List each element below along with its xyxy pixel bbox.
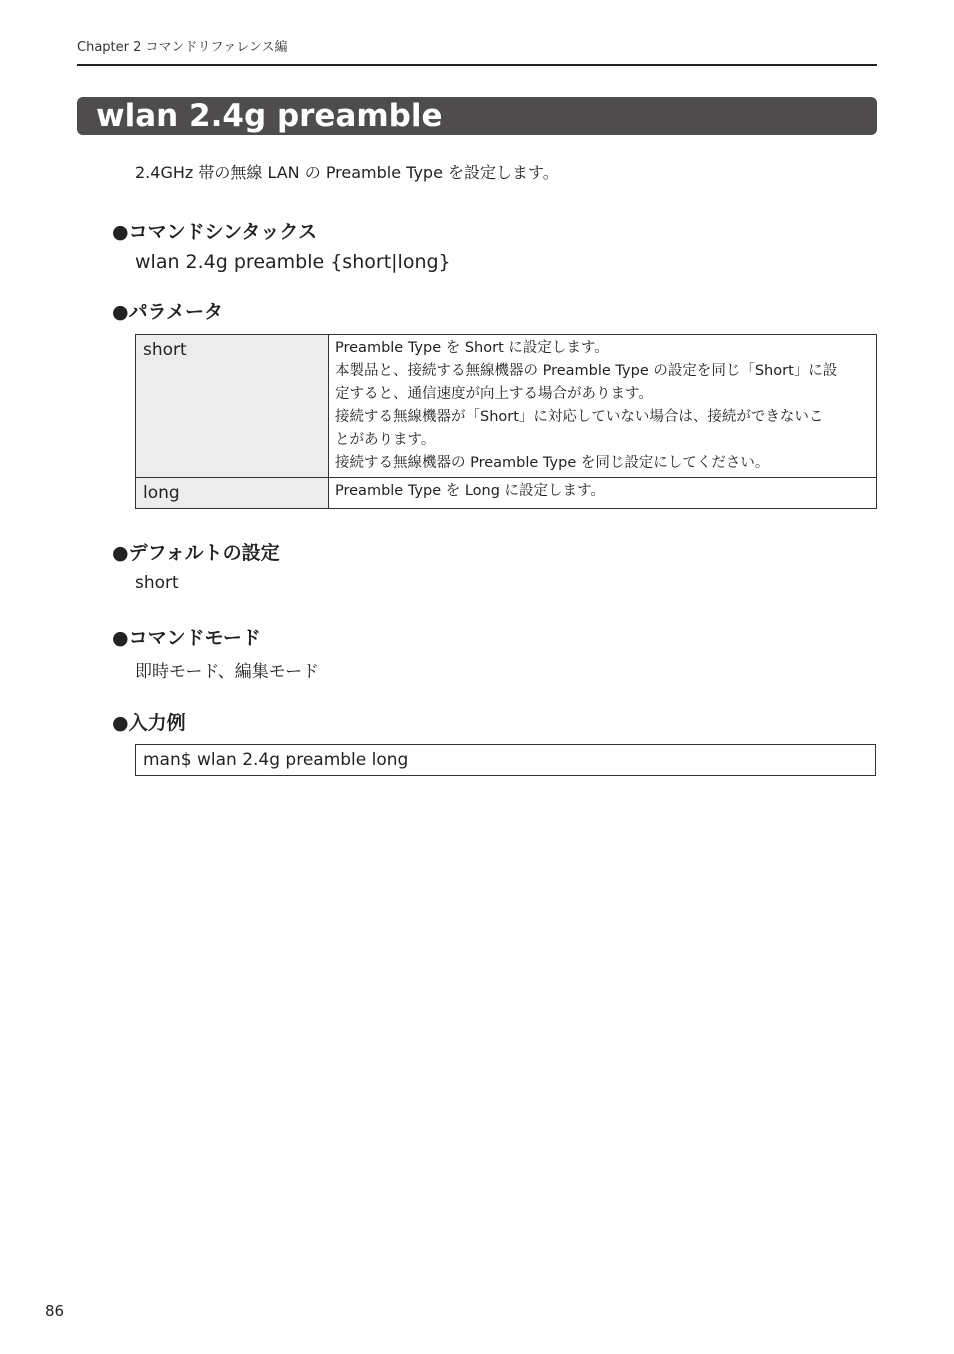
desc-line: 本製品と、接続する無線機器の Preamble Type の設定を同じ「Short」に設 [335, 363, 838, 379]
page-title: wlan 2.4g preamble [96, 98, 443, 134]
default-value: short [135, 573, 179, 593]
intro-text: 2.4GHz 帯の無線 LAN の Preamble Type を設定します。 [135, 163, 559, 182]
param-desc-short [329, 335, 877, 478]
parameters-table [135, 334, 877, 509]
bullet-icon: ● [112, 627, 129, 649]
example-heading-label: 入力例 [128, 712, 186, 734]
syntax-heading [112, 217, 317, 244]
mode-heading [112, 623, 261, 650]
syntax-text: wlan 2.4g preamble {short|long} [135, 251, 451, 273]
param-key-short: short [136, 335, 329, 478]
title-bar [77, 97, 877, 135]
page-number: 86 [45, 1302, 65, 1320]
default-heading-label: デフォルトの設定 [128, 542, 280, 564]
param-key-long: long [136, 478, 329, 509]
example-code-box: man$ wlan 2.4g preamble long [135, 744, 876, 776]
desc-line: 接続する無線機器が「Short」に対応していない場合は、接続ができないこ [335, 409, 824, 425]
desc-line: Preamble Type を Long に設定します。 [335, 483, 605, 499]
example-heading [112, 708, 186, 735]
parameters-heading-label: パラメータ [128, 301, 224, 323]
bullet-icon: ● [112, 712, 129, 734]
parameters-heading [112, 297, 223, 324]
table-row [136, 335, 877, 478]
desc-line: Preamble Type を Short に設定します。 [335, 340, 609, 356]
desc-line: 接続する無線機器の Preamble Type を同じ設定にしてください。 [335, 455, 770, 471]
table-row [136, 478, 877, 509]
desc-line: とがあります。 [335, 432, 436, 448]
default-heading [112, 538, 280, 565]
syntax-heading-label: コマンドシンタックス [128, 221, 318, 243]
running-header: Chapter 2 コマンドリファレンス編 [77, 40, 288, 55]
bullet-icon: ● [112, 221, 129, 243]
param-desc-long [329, 478, 877, 509]
mode-text: 即時モード、編集モード [135, 662, 320, 682]
desc-line: 定すると、通信速度が向上する場合があります。 [335, 386, 653, 402]
bullet-icon: ● [112, 301, 129, 323]
header-rule [77, 64, 877, 66]
bullet-icon: ● [112, 542, 129, 564]
mode-heading-label: コマンドモード [128, 627, 261, 649]
